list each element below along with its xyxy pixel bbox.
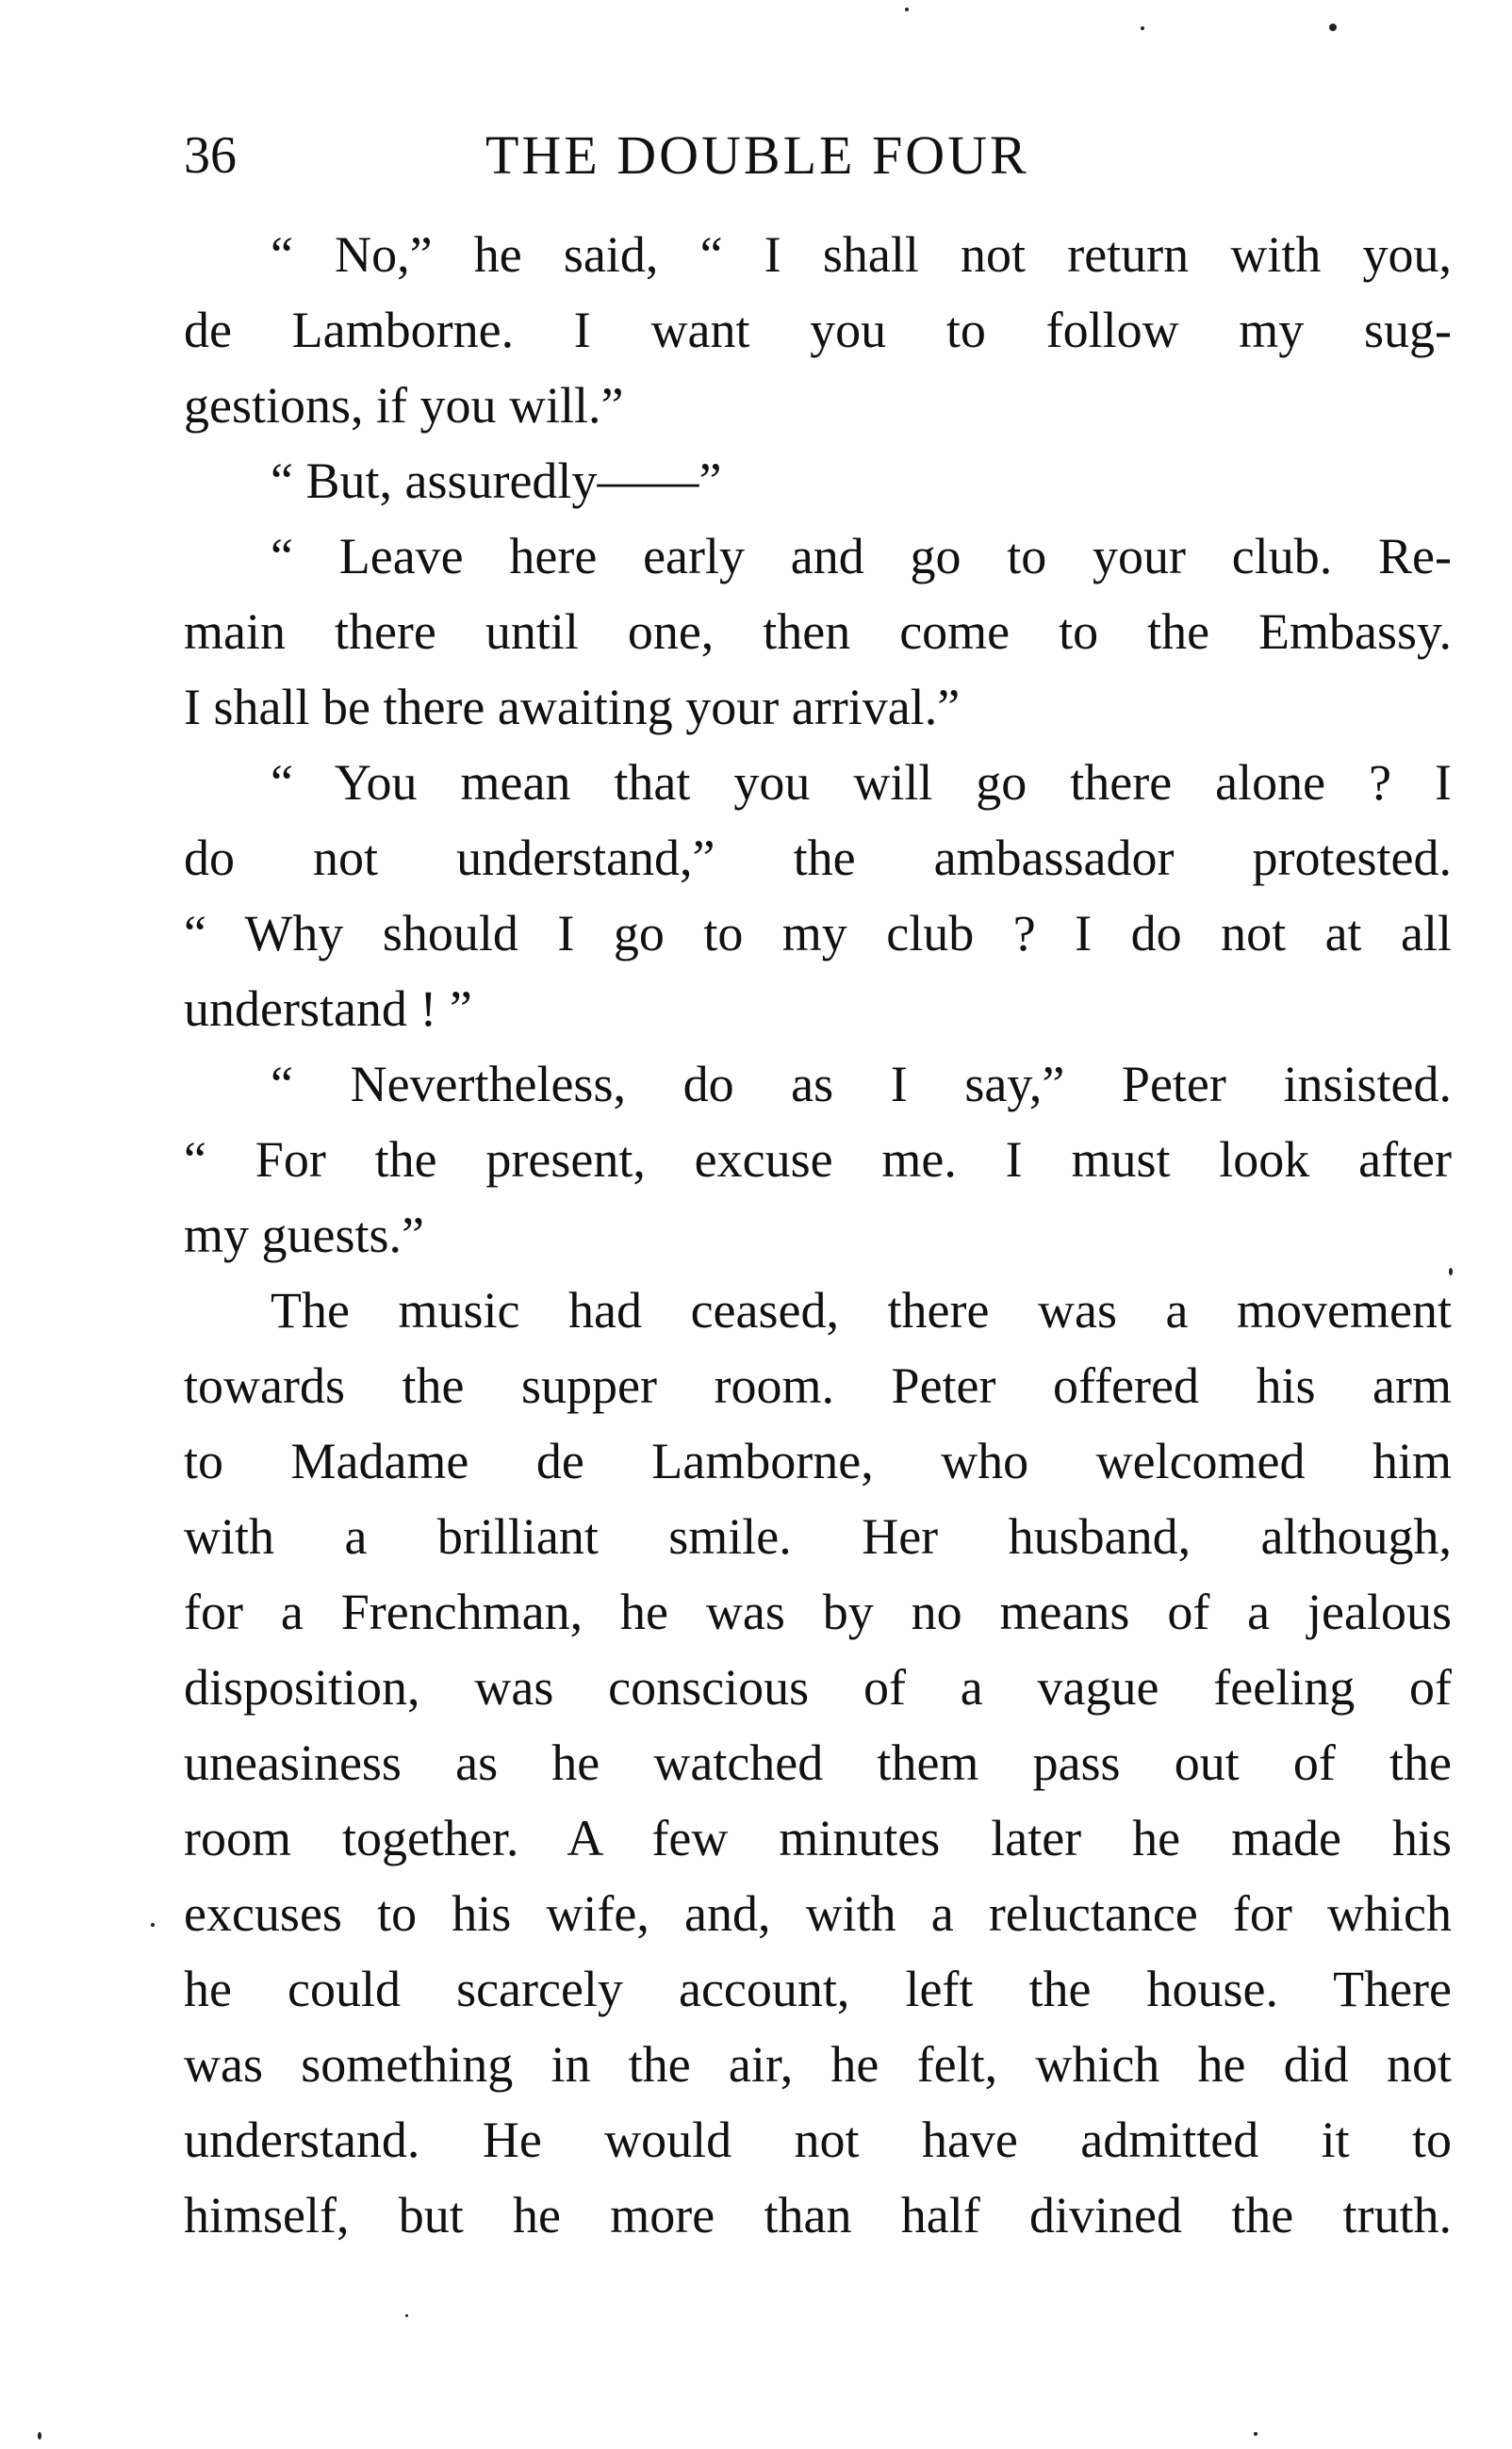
text-line: understand. He would not have admitted it to [184, 2112, 1452, 2168]
text-line: “ Leave here early and go to your club. Re- [271, 528, 1452, 584]
text-line: towards the supper room. Peter offered his arm [184, 1357, 1452, 1414]
text-line: main there until one, then come to the Embassy. [184, 603, 1452, 660]
text-line: himself, but he more than half divined the truth. [184, 2187, 1452, 2244]
text-line: understand ! ” [184, 980, 472, 1037]
text-line: was something in the air, he felt, which he did not [184, 2036, 1452, 2093]
text-line: “ Nevertheless, do as I say,” Peter insisted. [271, 1056, 1452, 1112]
text-line: “ For the present, excuse me. I must look after [184, 1131, 1452, 1188]
page-number: 36 [184, 126, 237, 185]
text-line: excuses to his wife, and, with a reluctance for which [184, 1885, 1452, 1942]
scan-speck [151, 1923, 155, 1927]
text-line: to Madame de Lamborne, who welcomed him [184, 1433, 1452, 1489]
text-line: uneasiness as he watched them pass out of the [184, 1734, 1452, 1791]
text-line: disposition, was conscious of a vague feeling of [184, 1659, 1452, 1716]
text-line: he could scarcely account, left the house. There [184, 1961, 1452, 2017]
text-line: my guests.” [184, 1207, 424, 1263]
scan-speck [38, 2432, 41, 2440]
text-line: The music had ceased, there was a movement [271, 1282, 1452, 1339]
text-line: “ But, assuredly——” [271, 452, 722, 509]
text-line: with a brilliant smile. Her husband, although, [184, 1508, 1452, 1565]
text-line: “ Why should I go to my club ? I do not at all [184, 905, 1452, 962]
page-header [184, 118, 1452, 193]
text-line: I shall be there awaiting your arrival.” [184, 679, 961, 735]
text-line: do not understand,” the ambassador protested. [184, 830, 1452, 886]
scan-speck [1254, 2432, 1257, 2436]
text-line: “ No,” he said, “ I shall not return with you, [271, 226, 1452, 283]
text-line: gestions, if you will.” [184, 377, 624, 434]
text-line: for a Frenchman, he was by no means of a jealous [184, 1584, 1452, 1640]
scan-speck [1329, 24, 1337, 31]
scan-speck [1141, 26, 1144, 30]
body-text [184, 217, 1452, 2253]
running-title: THE DOUBLE FOUR [485, 124, 1029, 186]
text-line: de Lamborne. I want you to follow my sug- [184, 302, 1452, 358]
scan-speck [405, 2314, 408, 2317]
scan-speck [905, 8, 909, 11]
text-line: “ You mean that you will go there alone ? I [271, 754, 1452, 811]
scan-speck [1449, 1268, 1453, 1275]
text-line: room together. A few minutes later he made his [184, 1810, 1452, 1866]
